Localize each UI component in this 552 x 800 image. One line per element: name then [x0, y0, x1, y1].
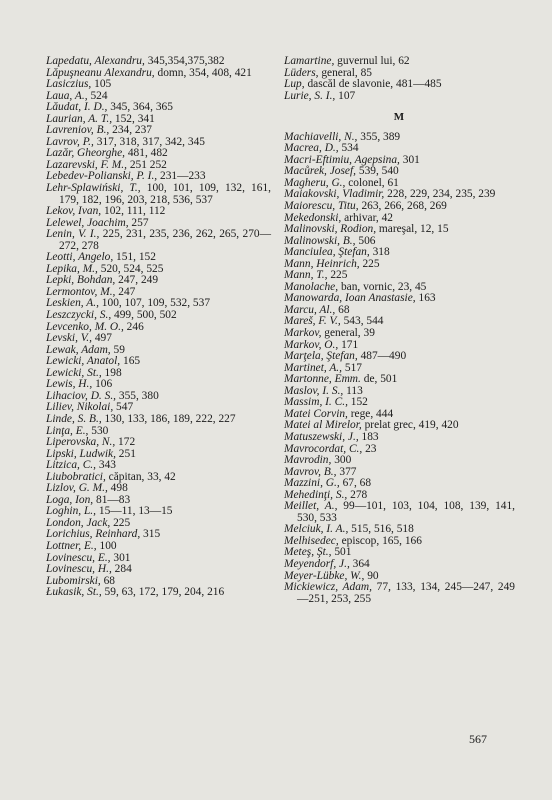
entry-name: Macůrek, Josef,: [284, 165, 357, 178]
entry-name: Lazarevski, F. M.,: [46, 158, 127, 171]
entry-pages: 263, 266, 268, 269: [361, 200, 447, 213]
entry-pages: 59: [113, 343, 125, 356]
entry-pages: 251: [118, 447, 136, 460]
entry-name: Lovinescu, H.,: [46, 563, 112, 576]
entry-name: Matei al Mirelor,: [284, 419, 362, 432]
entry-name: Machiavelli, N.,: [284, 130, 358, 143]
entry-name: Lizlov, G. M.,: [46, 482, 108, 495]
entry-pages: 68: [338, 303, 350, 316]
entry-pages: 524: [90, 89, 108, 102]
entry-name: Meyer-Lübke, W.,: [284, 569, 365, 582]
entry-name: Lipski, Ludwik,: [46, 447, 116, 460]
entry-name: Lihaciov, D. S.,: [46, 389, 117, 402]
entry-pages: 355, 380: [118, 389, 159, 402]
entry-pages: 163: [418, 292, 436, 305]
entry-name: Mickiewicz, Adam,: [284, 581, 372, 594]
entry-name: Macri-Eftimiu, Agepsina,: [284, 153, 400, 166]
entry-pages: 15—11, 13—15: [98, 505, 173, 518]
entry-pages: 345, 364, 365: [110, 101, 173, 114]
entry-pages: 225: [113, 516, 131, 529]
entry-pages: 23: [365, 442, 377, 455]
entry-pages: 301: [113, 551, 131, 564]
entry-name: Lamartine,: [284, 55, 335, 67]
entry-pages: 225: [362, 257, 380, 270]
entry-pages: domn, 354, 408, 421: [157, 66, 252, 79]
entry-pages: 547: [116, 401, 134, 414]
entry-pages: prelat grec, 419, 420: [364, 419, 459, 432]
entry-name: Melhisedec,: [284, 534, 339, 547]
entry-name: Magheru, G.,: [284, 176, 346, 189]
entry-pages: 481, 482: [127, 147, 168, 160]
entry-pages: 81—83: [96, 493, 131, 506]
entry-pages: 318: [372, 246, 390, 259]
entry-name: Massim, I. C.,: [284, 396, 348, 409]
entry-pages: 543, 544: [343, 315, 384, 328]
entry-name: Macrea, D.,: [284, 142, 339, 155]
entry-name: Łukasik, St.,: [46, 586, 102, 599]
entry-name: Lepki, Bohdan,: [46, 274, 116, 287]
entry-pages: 539, 540: [358, 165, 399, 178]
entry-name: Lermontov, M.,: [46, 285, 116, 298]
entry-name: Lewicki, Anatol,: [46, 355, 121, 368]
entry-name: Liperovska, N.,: [46, 436, 116, 449]
entry-name: Linde, S. B.,: [46, 412, 102, 425]
entry-pages: 102, 111, 112: [104, 205, 166, 218]
index-entry: [284, 501, 515, 524]
entry-pages: 231—233: [160, 170, 206, 183]
entry-name: Lasiczius,: [46, 78, 92, 91]
entry-name: Lazăr, Gheorghe,: [46, 147, 125, 160]
entry-pages: episcop, 165, 166: [341, 534, 422, 547]
entry-name: Leotti, Angelo,: [46, 251, 114, 264]
entry-pages: 234, 237: [112, 124, 152, 137]
entry-name: Lelewel, Joachim,: [46, 216, 129, 229]
entry-name: Lebedev-Polianski, P. I.,: [46, 170, 158, 183]
entry-name: Meyendorf, J.,: [284, 557, 350, 570]
entry-pages: 106: [95, 378, 113, 391]
entry-pages: 247: [118, 285, 136, 298]
entry-pages: 278: [350, 488, 368, 501]
entry-name: Levcenko, M. O.,: [46, 320, 124, 333]
entry-name: Maiakovski, Vladimir,: [284, 188, 385, 201]
entry-pages: 225, 231, 235, 236, 262, 265, 270—272, 278: [59, 228, 271, 252]
entry-pages: 343: [98, 459, 116, 472]
entry-pages: 501: [334, 546, 352, 559]
entry-name: Lovinescu, E.,: [46, 551, 111, 564]
entry-name: Lewak, Adam,: [46, 343, 111, 356]
entry-name: Lurie, S. I.,: [284, 89, 336, 102]
entry-pages: rege, 444: [350, 407, 394, 420]
index-entry: [46, 183, 271, 206]
entry-name: Lepika, M.,: [46, 262, 98, 275]
entry-pages: 228, 229, 234, 235, 239: [387, 188, 496, 201]
entry-name: Lorichius, Reinhard,: [46, 528, 141, 541]
entry-pages: 152, 341: [114, 112, 155, 125]
entry-name: Lavrov, P.,: [46, 135, 94, 148]
entry-pages: 487—490: [360, 350, 407, 363]
entry-pages: mareşal, 12, 15: [378, 223, 449, 236]
entry-pages: 300: [334, 454, 352, 467]
entry-pages: guvernul lui, 62: [337, 55, 410, 67]
entry-name: Maslov, I. S.,: [284, 384, 344, 397]
entry-name: Lenin, V. I.,: [46, 228, 100, 241]
entry-name: Mann, Heinrich,: [284, 257, 360, 270]
entry-name: Leszczycki, S.,: [46, 309, 112, 322]
right-column-top: [284, 56, 515, 102]
entry-name: Linţa, E.,: [46, 424, 89, 437]
entry-name: Mekedonski,: [284, 211, 342, 224]
entry-pages: 183: [361, 430, 379, 443]
index-entry: [46, 229, 271, 252]
section-letter-heading: M: [393, 111, 406, 124]
entry-name: Leskien, A.,: [46, 297, 99, 310]
entry-name: Martonne, Emm.: [284, 373, 361, 386]
entry-name: Lehr-Splawiński, T.,: [46, 182, 141, 195]
entry-pages: 497: [94, 332, 112, 345]
entry-pages: 99—101, 103, 104, 108, 139, 141, 530, 533: [297, 500, 515, 524]
entry-name: Mareš, F. V.,: [284, 315, 341, 328]
entry-pages: căpitan, 33, 42: [108, 470, 176, 483]
entry-pages: colonel, 61: [348, 176, 399, 189]
entry-name: Malinovski, Rodion,: [284, 223, 377, 236]
entry-name: Markov, O.,: [284, 338, 339, 351]
entry-name: Mehedinţi, S.,: [284, 488, 348, 501]
entry-name: Manolache,: [284, 280, 339, 293]
entry-name: Lăpuşneanu Alexandru,: [46, 66, 155, 79]
entry-pages: 171: [341, 338, 359, 351]
entry-pages: 355, 389: [360, 130, 401, 143]
entry-name: Mazzini, G.,: [284, 477, 340, 490]
entry-name: Lavreniov, B.,: [46, 124, 110, 137]
right-column: [284, 56, 515, 605]
entry-pages: 59, 63, 172, 179, 204, 216: [104, 586, 225, 599]
entry-pages: 499, 500, 502: [114, 309, 177, 322]
entry-pages: 247, 249: [118, 274, 159, 287]
entry-pages: ban, vornic, 23, 45: [340, 280, 427, 293]
entry-pages: de, 501: [363, 373, 398, 386]
entry-pages: 107: [338, 89, 356, 102]
entry-pages: 67, 68: [342, 477, 372, 490]
entry-pages: 100, 107, 109, 532, 537: [101, 297, 211, 310]
entry-pages: 301: [402, 153, 420, 166]
entry-name: Matei Corvin,: [284, 407, 348, 420]
entry-pages: 113: [346, 384, 363, 397]
entry-name: Markov,: [284, 327, 322, 340]
left-column: [46, 56, 271, 599]
entry-name: Melciuk, I. A.,: [284, 523, 349, 536]
entry-name: Marcu, Al.,: [284, 303, 336, 316]
index-entry: [284, 56, 515, 68]
entry-pages: 315: [143, 528, 161, 541]
entry-name: Laua, A.,: [46, 89, 88, 102]
entry-name: Martinet, A.,: [284, 361, 343, 374]
entry-name: Lapedatu, Alexandru,: [46, 55, 145, 67]
entry-name: Lüders,: [284, 66, 319, 79]
entry-pages: 515, 516, 518: [351, 523, 414, 536]
entry-pages: 165: [123, 355, 141, 368]
entry-pages: 364: [352, 557, 370, 570]
entry-name: Lubomirski,: [46, 574, 101, 587]
entry-name: Mavrodin,: [284, 454, 332, 467]
entry-name: Levski, V.,: [46, 332, 92, 345]
entry-name: Laurian, A. T.,: [46, 112, 113, 125]
entry-pages: 130, 133, 186, 189, 222, 227: [104, 412, 236, 425]
entry-pages: 172: [118, 436, 136, 449]
entry-pages: 498: [110, 482, 128, 495]
entry-name: Liubobratici,: [46, 470, 106, 483]
index-entry: [284, 91, 515, 103]
entry-pages: general, 85: [321, 66, 372, 79]
entry-name: Matuszewski, J.,: [284, 430, 359, 443]
entry-pages: 257: [131, 216, 149, 229]
entry-pages: 317, 318, 317, 342, 345: [96, 135, 205, 148]
entry-name: Manciulea, Ştefan,: [284, 246, 370, 259]
entry-pages: dascăl de slavonie, 481—485: [307, 78, 442, 91]
entry-pages: 530: [91, 424, 109, 437]
entry-pages: 377: [339, 465, 357, 478]
entry-pages: 90: [367, 569, 379, 582]
page-number: 567: [469, 732, 487, 746]
entry-pages: 152: [350, 396, 368, 409]
entry-name: Mavrocordat, C.,: [284, 442, 363, 455]
entry-name: London, Jack,: [46, 516, 111, 529]
entry-pages: 246: [126, 320, 144, 333]
entry-name: Manowarda, Ioan Anastasie,: [284, 292, 416, 305]
entry-name: Lewis, H.,: [46, 378, 93, 391]
entry-pages: general, 39: [324, 327, 375, 340]
entry-name: Mann, T.,: [284, 269, 328, 282]
entry-pages: 100: [99, 539, 117, 552]
entry-name: Mavrov, B.,: [284, 465, 337, 478]
index-entry: [46, 587, 271, 599]
entry-pages: 251 252: [129, 158, 167, 171]
entry-name: Lewicki, St.,: [46, 366, 102, 379]
entry-name: Loghin, L.,: [46, 505, 97, 518]
entry-name: Lottner, E.,: [46, 539, 97, 552]
entry-pages: 68: [103, 574, 115, 587]
entry-pages: 77, 133, 134, 245—247, 249—251, 253, 255: [297, 581, 515, 605]
entry-name: Lăudat, I. D.,: [46, 101, 108, 114]
entry-pages: 198: [104, 366, 122, 379]
index-entry: [284, 582, 515, 605]
entry-name: Liliev, Nikolai,: [46, 401, 114, 414]
entry-name: Lup,: [284, 78, 305, 91]
entry-pages: 520, 524, 525: [100, 262, 164, 275]
entry-pages: arhivar, 42: [344, 211, 393, 224]
right-column-bottom: [284, 132, 515, 605]
entry-pages: 284: [114, 563, 132, 576]
entry-name: Lekov, Ivan,: [46, 205, 102, 218]
entry-pages: 517: [344, 361, 362, 374]
entry-pages: 506: [358, 234, 376, 247]
entry-pages: 100, 101, 109, 132, 161, 179, 182, 196, 203, 218, 536, 537: [59, 182, 271, 206]
entry-name: Litzica, C.,: [46, 459, 97, 472]
entry-name: Loga, Ion,: [46, 493, 94, 506]
entry-name: Marţela, Ştefan,: [284, 350, 358, 363]
entry-name: Meillet, A.,: [284, 500, 338, 513]
entry-pages: 105: [94, 78, 112, 91]
entry-pages: 225: [330, 269, 348, 282]
entry-pages: 345,354,375,382: [147, 55, 225, 67]
entry-name: Meteş, Şt.,: [284, 546, 332, 559]
entry-pages: 534: [341, 142, 359, 155]
entry-pages: 151, 152: [116, 251, 156, 264]
entry-name: Maiorescu, Titu,: [284, 200, 359, 213]
entry-name: Malinowski, B.,: [284, 234, 356, 247]
